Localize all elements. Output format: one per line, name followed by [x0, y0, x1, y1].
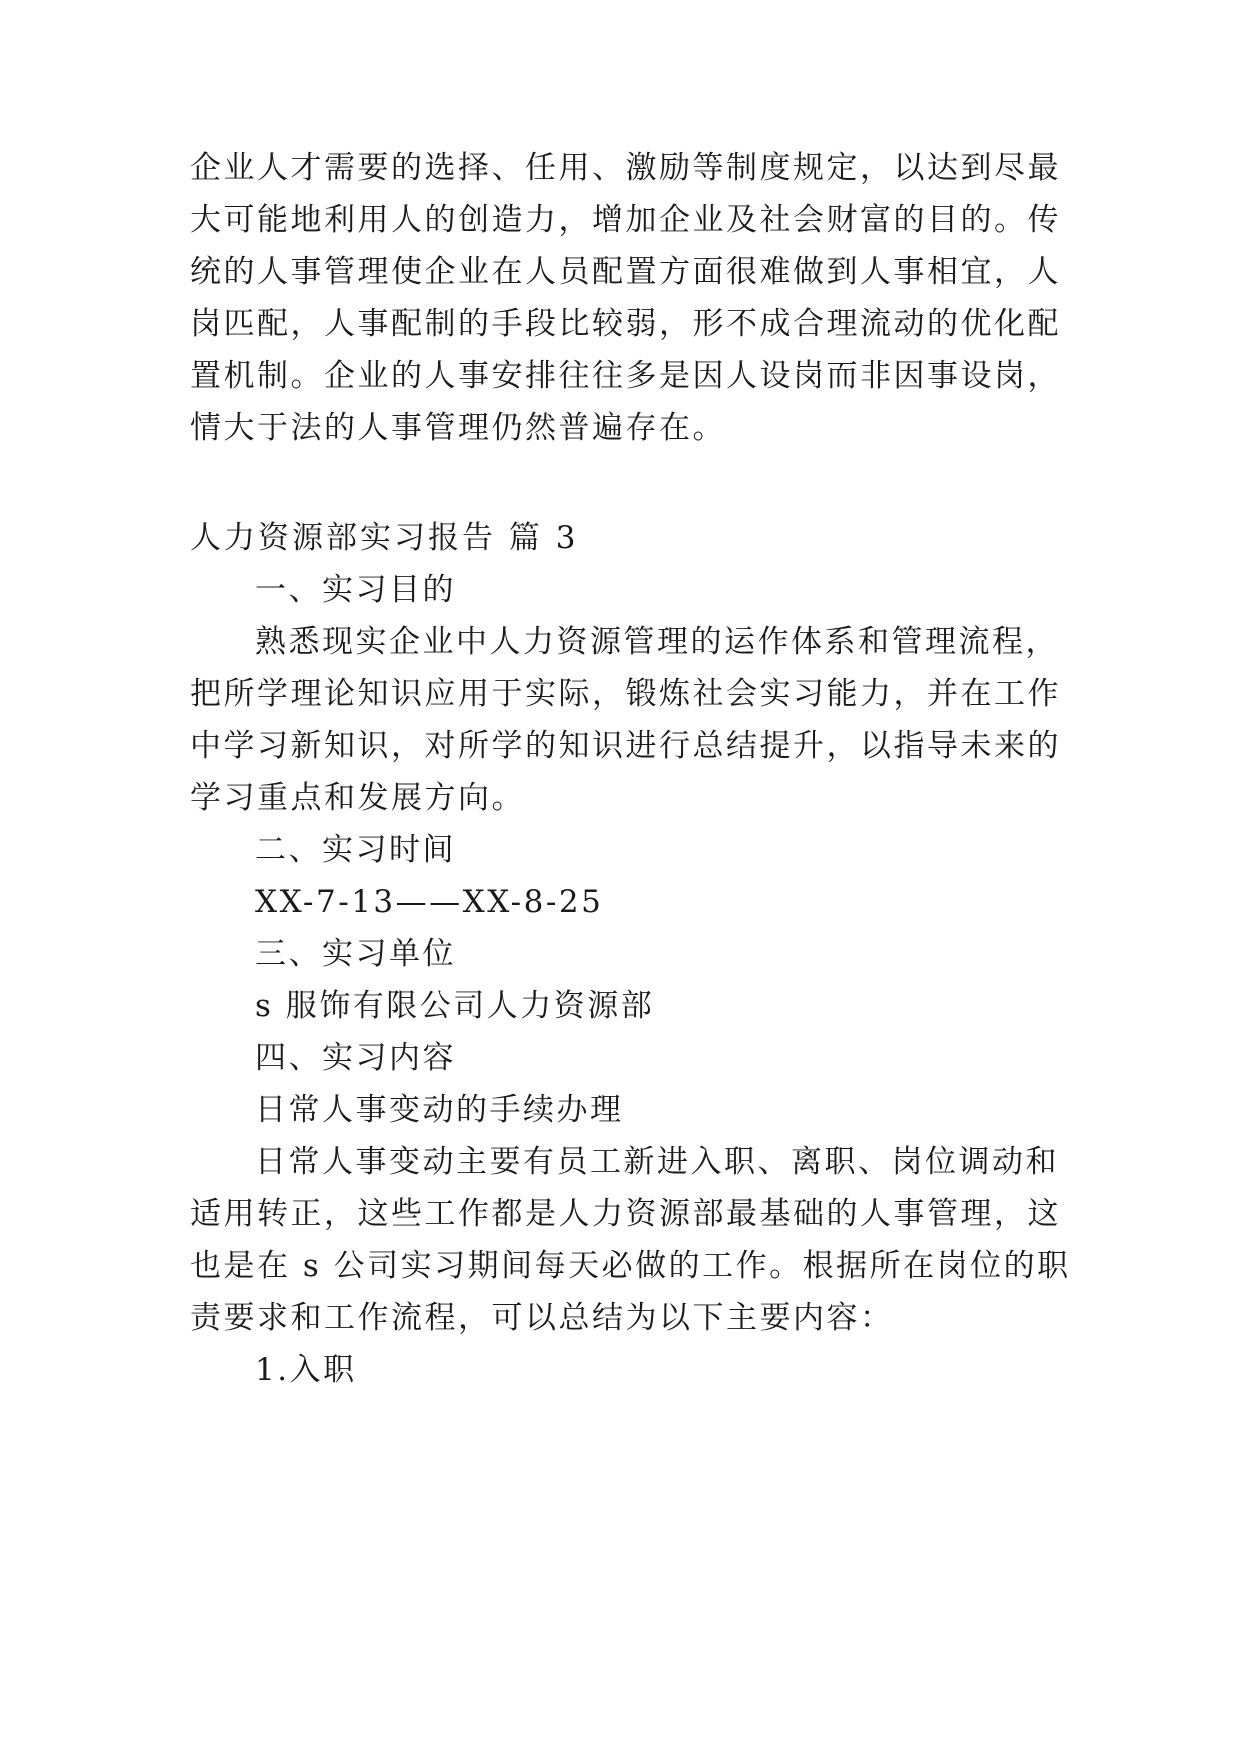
- section4-line-2: 适用转正，这些工作都是人力资源部最基础的人事管理，这: [190, 1196, 1061, 1232]
- section4-subheading: 日常人事变动的手续办理: [255, 1092, 624, 1128]
- report-title: 人力资源部实习报告 篇 3: [190, 520, 579, 556]
- section1-line-3: 中学习新知识，对所学的知识进行总结提升，以指导未来的: [190, 728, 1061, 764]
- intro-line-3: 统的人事管理使企业在人员配置方面很难做到人事相宜，人: [190, 254, 1061, 290]
- section4-line-1: 日常人事变动主要有员工新进入职、离职、岗位调动和: [255, 1144, 1059, 1180]
- internship-period: XX-7-13——XX-8-25: [255, 884, 604, 920]
- internship-company: s 服饰有限公司人力资源部: [255, 988, 655, 1024]
- section4-line-4: 责要求和工作流程，可以总结为以下主要内容：: [190, 1300, 894, 1336]
- intro-line-2: 大可能地利用人的创造力，增加企业及社会财富的目的。传: [190, 202, 1061, 238]
- intro-line-1: 企业人才需要的选择、任用、激励等制度规定，以达到尽最: [190, 150, 1061, 186]
- section2-heading: 二、实习时间: [255, 832, 456, 868]
- section1-line-4: 学习重点和发展方向。: [190, 780, 525, 816]
- section1-line-2: 把所学理论知识应用于实际，锻炼社会实习能力，并在工作: [190, 676, 1061, 712]
- section1-line-1: 熟悉现实企业中人力资源管理的运作体系和管理流程，: [255, 624, 1059, 660]
- section1-heading: 一、实习目的: [255, 572, 456, 608]
- intro-line-6: 情大于法的人事管理仍然普遍存在。: [190, 410, 726, 446]
- intro-line-5: 置机制。企业的人事安排往往多是因人设岗而非因事设岗，: [190, 358, 1061, 394]
- section4-heading: 四、实习内容: [255, 1040, 456, 1076]
- section3-heading: 三、实习单位: [255, 936, 456, 972]
- list-item-onboarding: 1.入职: [255, 1352, 357, 1388]
- intro-line-4: 岗匹配，人事配制的手段比较弱，形不成合理流动的优化配: [190, 306, 1061, 342]
- section4-line-3: 也是在 s 公司实习期间每天必做的工作。根据所在岗位的职: [190, 1248, 1071, 1284]
